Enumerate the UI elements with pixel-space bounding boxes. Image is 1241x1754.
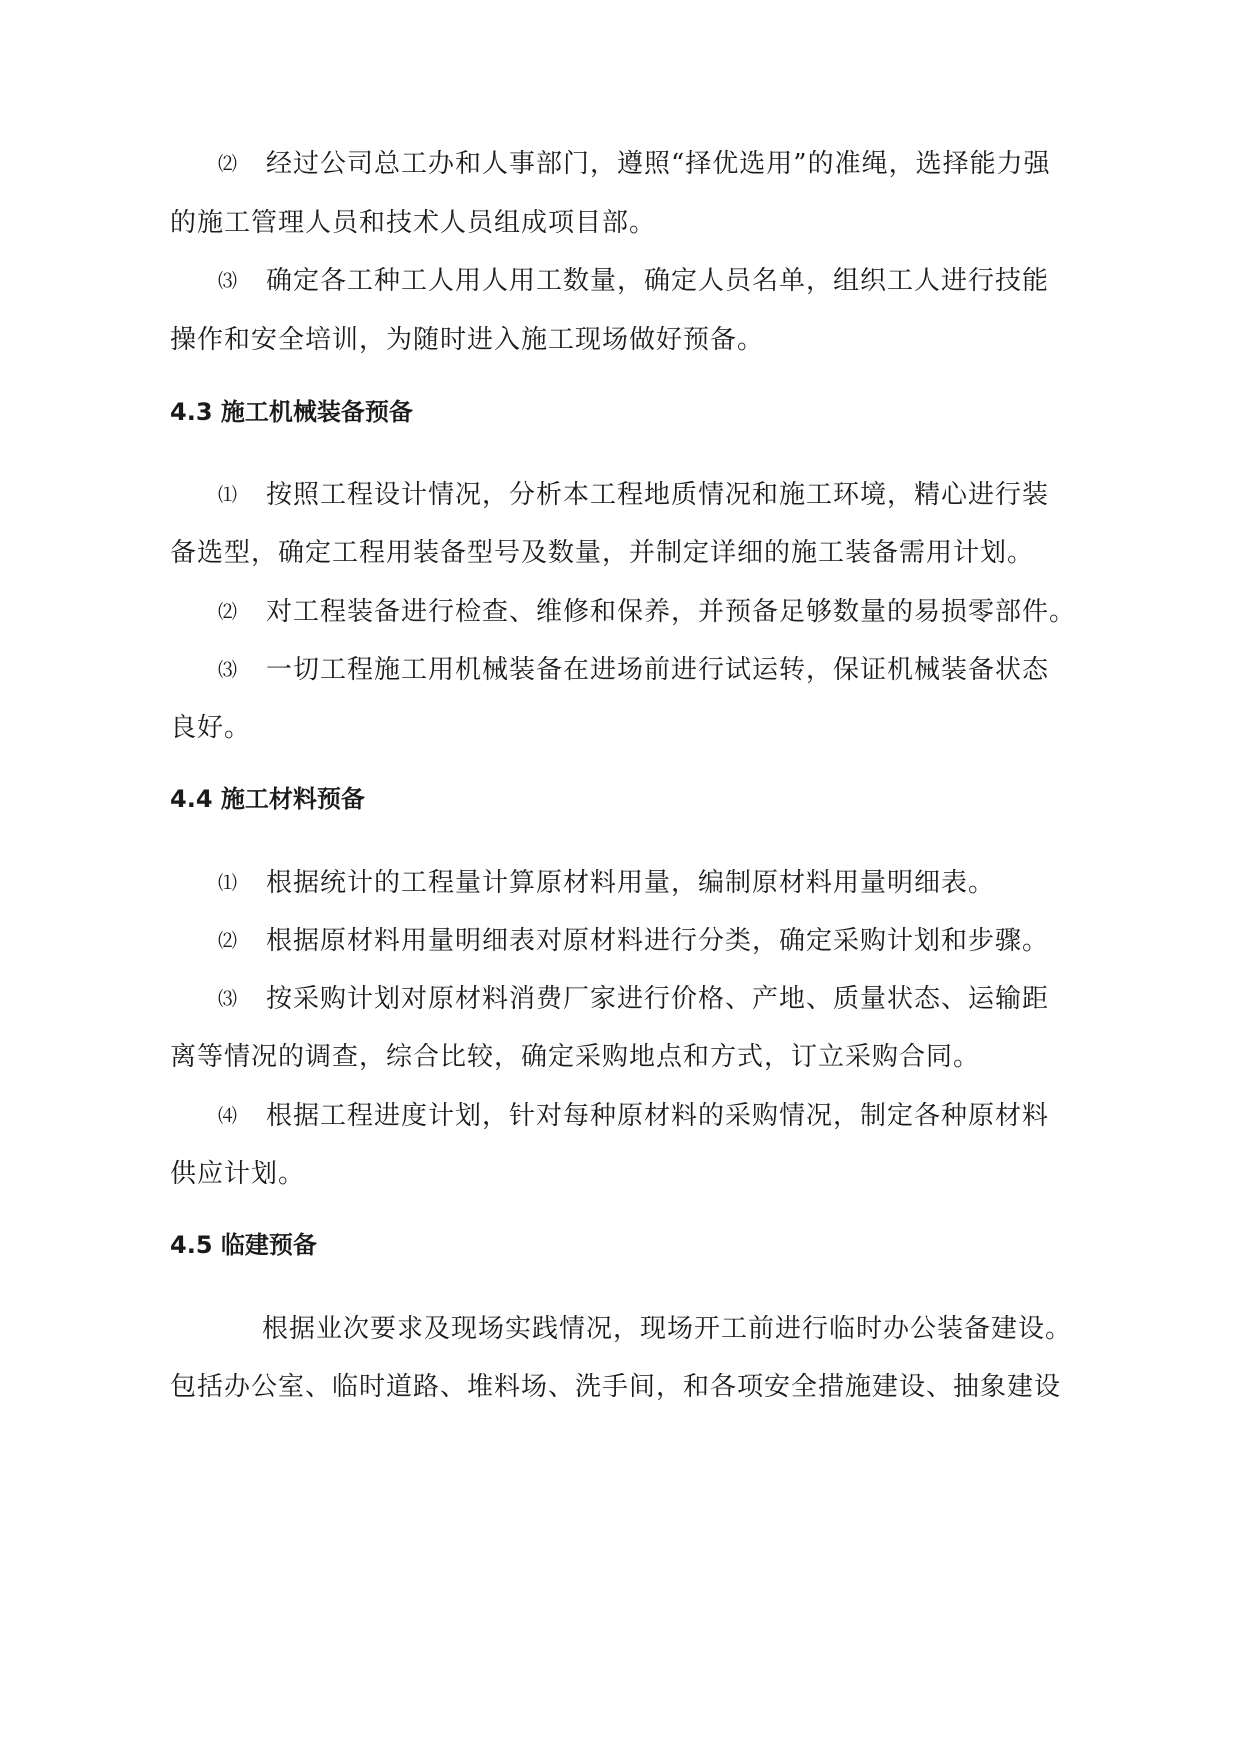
list-item-text: 按照工程设计情况，分析本工程地质情况和施工环境，精心进行装	[266, 480, 1050, 510]
list-item-2-line-1	[218, 594, 1076, 630]
section-heading-4-3: 4.3 施工机械装备预备	[170, 398, 413, 426]
list-item-4-line-2: 供应计划。	[170, 1159, 306, 1189]
list-marker: ⑷	[218, 1105, 239, 1127]
list-item-3-line-2: 良好。	[170, 713, 252, 743]
list-item-text: 经过公司总工办和人事部门，遵照“择优选用”的准绳，选择能力强	[266, 149, 1051, 179]
list-item-text: 对工程装备进行检查、维修和保养，并预备足够数量的易损零部件。	[266, 597, 1077, 627]
paragraph-line-2: 包括办公室、临时道路、堆料场、洗手间，和各项安全措施建设、抽象建设	[170, 1372, 1062, 1402]
list-item-text: 根据工程进度计划，针对每种原材料的采购情况，制定各种原材料	[266, 1101, 1050, 1131]
list-item-1-line-1	[218, 477, 1049, 513]
section-heading-4-4: 4.4 施工材料预备	[170, 785, 365, 813]
paragraph-line-1: 根据业次要求及现场实践情况，现场开工前进行临时办公装备建设。	[262, 1314, 1073, 1344]
list-item-text: 确定各工种工人用人用工数量，确定人员名单，组织工人进行技能	[266, 266, 1050, 296]
list-marker: ⑶	[218, 270, 239, 292]
list-marker: ⑵	[218, 930, 239, 952]
list-item-2-line-2: 的施工管理人员和技术人员组成项目部。	[170, 208, 657, 238]
list-marker: ⑶	[218, 659, 239, 681]
list-marker: ⑵	[218, 601, 239, 623]
list-item-1-line-2: 备选型，确定工程用装备型号及数量，并制定详细的施工装备需用计划。	[170, 538, 1035, 568]
list-item-3-line-1	[218, 652, 1049, 688]
list-item-text: 根据统计的工程量计算原材料用量，编制原材料用量明细表。	[266, 868, 996, 898]
list-item-2-line-1	[218, 146, 1051, 182]
list-item-2-line-1	[218, 923, 1049, 959]
list-item-3-line-2: 离等情况的调查，综合比较，确定采购地点和方式，订立采购合同。	[170, 1042, 981, 1072]
list-item-text: 一切工程施工用机械装备在进场前进行试运转，保证机械装备状态	[266, 655, 1050, 685]
list-marker: ⑶	[218, 988, 239, 1010]
list-item-text: 根据原材料用量明细表对原材料进行分类，确定采购计划和步骤。	[266, 926, 1050, 956]
list-marker: ⑵	[218, 153, 239, 175]
list-marker: ⑴	[218, 484, 239, 506]
list-item-4-line-1	[218, 1098, 1049, 1134]
list-marker: ⑴	[218, 872, 239, 894]
list-item-3-line-1	[218, 981, 1049, 1017]
list-item-1-line-1	[218, 865, 995, 901]
section-heading-4-5: 4.5 临建预备	[170, 1231, 317, 1259]
list-item-3-line-2: 操作和安全培训，为随时进入施工现场做好预备。	[170, 325, 765, 355]
list-item-3-line-1	[218, 263, 1049, 299]
list-item-text: 按采购计划对原材料消费厂家进行价格、产地、质量状态、运输距	[266, 984, 1050, 1014]
